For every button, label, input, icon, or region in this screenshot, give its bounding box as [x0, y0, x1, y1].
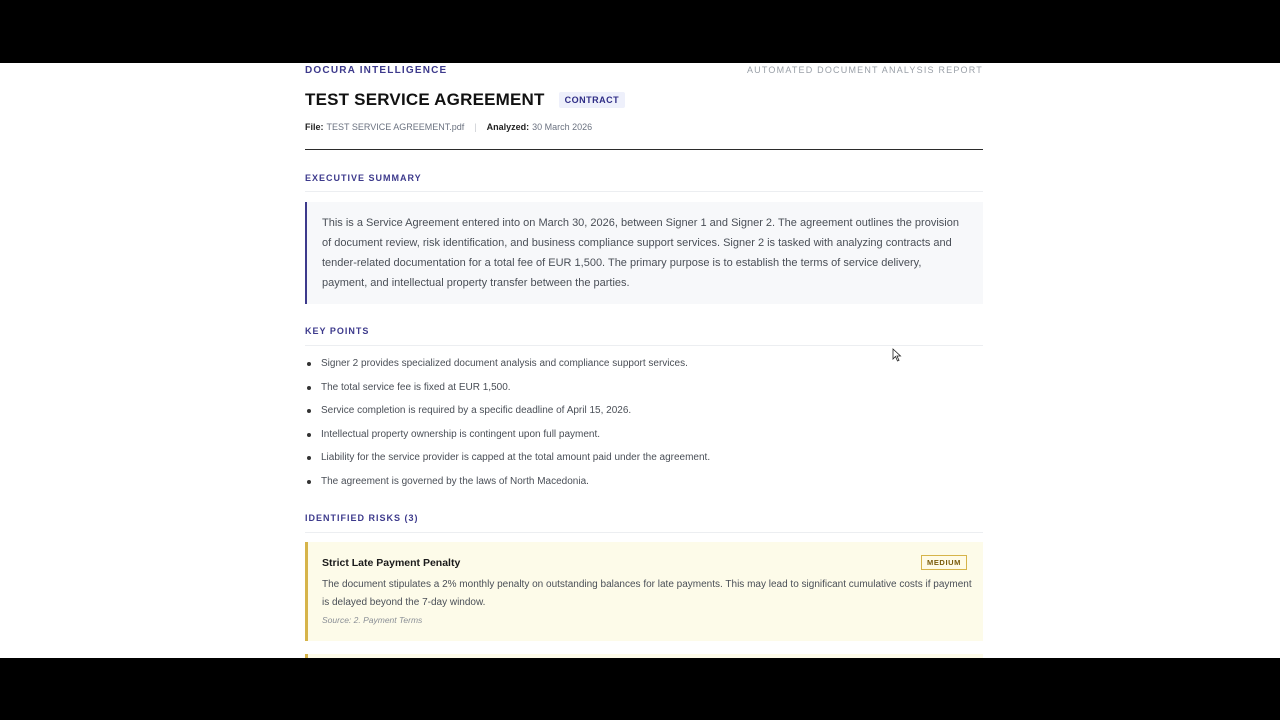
- executive-summary-text: This is a Service Agreement entered into on March 30, 2026, between Signer 1 and Signer 2. The agreement outlines the provision of document review, risk identification, and business compliance support services. Signer 2 is tasked with analyzing contracts and tender-related documentation for a total fee of EUR 1,500. The primary purpose is to establish the terms of service delivery, payment, and intellectual property transfer between the parties.: [305, 202, 983, 304]
- document-type-badge: CONTRACT: [559, 92, 626, 108]
- risk-card: [305, 542, 983, 641]
- mouse-cursor-icon: [892, 348, 902, 362]
- identified-risks-heading: IDENTIFIED RISKS (3): [305, 513, 419, 523]
- report-kind: AUTOMATED DOCUMENT ANALYSIS REPORT: [746, 65, 983, 75]
- risk-severity-badge: MEDIUM: [921, 555, 967, 570]
- executive-summary-heading: EXECUTIVE SUMMARY: [305, 173, 422, 183]
- list-item: The agreement is governed by the laws of North Macedonia.: [305, 474, 710, 498]
- risk-title: Strict Late Payment Penalty: [322, 556, 461, 569]
- analyzed-date: 30 March 2026: [532, 122, 593, 132]
- list-item: Service completion is required by a specific deadline of April 15, 2026.: [305, 403, 710, 427]
- report-viewport: [0, 63, 1280, 658]
- brand-name: DOCURA INTELLIGENCE: [305, 65, 448, 76]
- file-label: File:: [305, 122, 324, 132]
- section-divider: [305, 345, 983, 346]
- risk-source: Source: 2. Payment Terms: [322, 615, 423, 625]
- section-divider: [305, 191, 983, 192]
- risk-description: The document stipulates a 2% monthly penalty on outstanding balances for late payments. This may lead to significant cumulative costs if payment is delayed beyond the 7-day window.: [322, 579, 972, 608]
- header-divider: [305, 149, 983, 150]
- section-divider: [305, 532, 983, 533]
- list-item: Signer 2 provides specialized document analysis and compliance support services.: [305, 356, 710, 380]
- key-points-heading: KEY POINTS: [305, 326, 370, 336]
- list-item: Intellectual property ownership is contingent upon full payment.: [305, 427, 710, 451]
- list-item: The total service fee is fixed at EUR 1,500.: [305, 380, 710, 404]
- key-points-list: [305, 356, 710, 498]
- document-meta: [305, 122, 592, 132]
- title-row: [305, 90, 625, 110]
- list-item: Liability for the service provider is capped at the total amount paid under the agreement.: [305, 450, 710, 474]
- analyzed-label: Analyzed:: [486, 122, 530, 132]
- file-name: TEST SERVICE AGREEMENT.pdf: [326, 122, 465, 132]
- risk-header: [322, 555, 967, 570]
- meta-separator: |: [474, 122, 477, 132]
- risk-card-partial: [305, 654, 983, 658]
- document-title: TEST SERVICE AGREEMENT: [305, 90, 545, 109]
